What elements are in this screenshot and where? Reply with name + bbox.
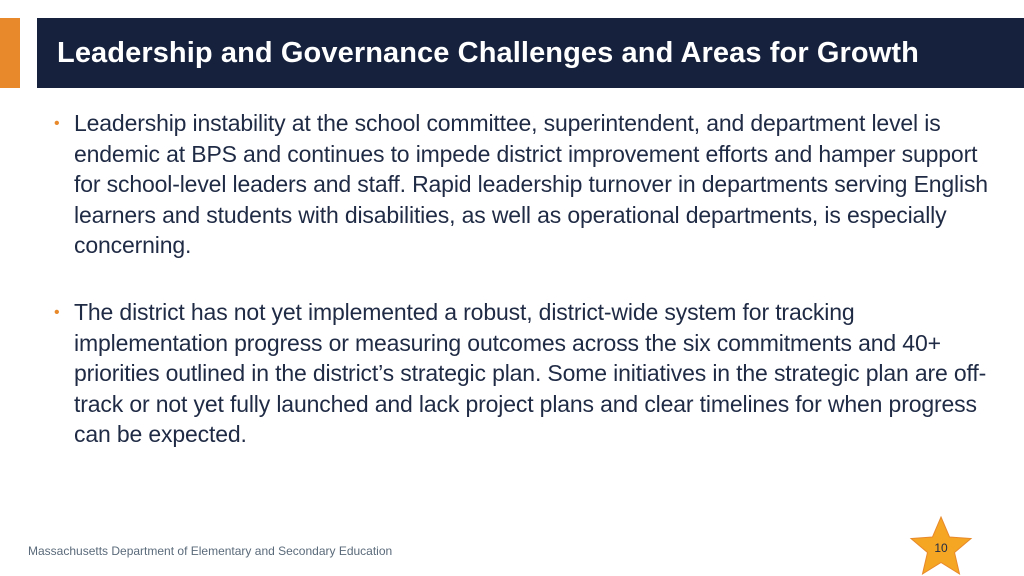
- bullet-item: [52, 108, 1002, 261]
- bullet-text: The district has not yet implemented a robust, district-wide system for tracking implementation progress or measuring outcomes across the six commitments and 40+ priorities outlined in the district’s strategic plan. Some initiatives in the strategic plan are off-track or not yet fully launched and lack project plans and clear timelines for when progress can be expected.: [74, 298, 987, 448]
- title-accent-bar: [0, 18, 20, 88]
- slide-title: Leadership and Governance Challenges and Areas for Growth: [57, 36, 919, 69]
- page-number-badge: [907, 515, 975, 576]
- bullet-text: Leadership instability at the school committee, superintendent, and department level is endemic at BPS and continues to impede district improvement efforts and hamper support for school-level leaders and staff. Rapid leadership turnover in departments serving English learners and students with disabilities, as well as operational departments, is especially concerning.: [74, 110, 988, 259]
- title-bar: [37, 18, 1024, 88]
- bullet-marker: •: [54, 115, 60, 132]
- bullet-item: [52, 297, 1002, 450]
- bullet-marker: •: [54, 303, 60, 321]
- footer-organization: Massachusetts Department of Elementary and Secondary Education: [28, 544, 393, 558]
- page-number: 10: [934, 541, 948, 555]
- bullet-list: [52, 108, 1002, 486]
